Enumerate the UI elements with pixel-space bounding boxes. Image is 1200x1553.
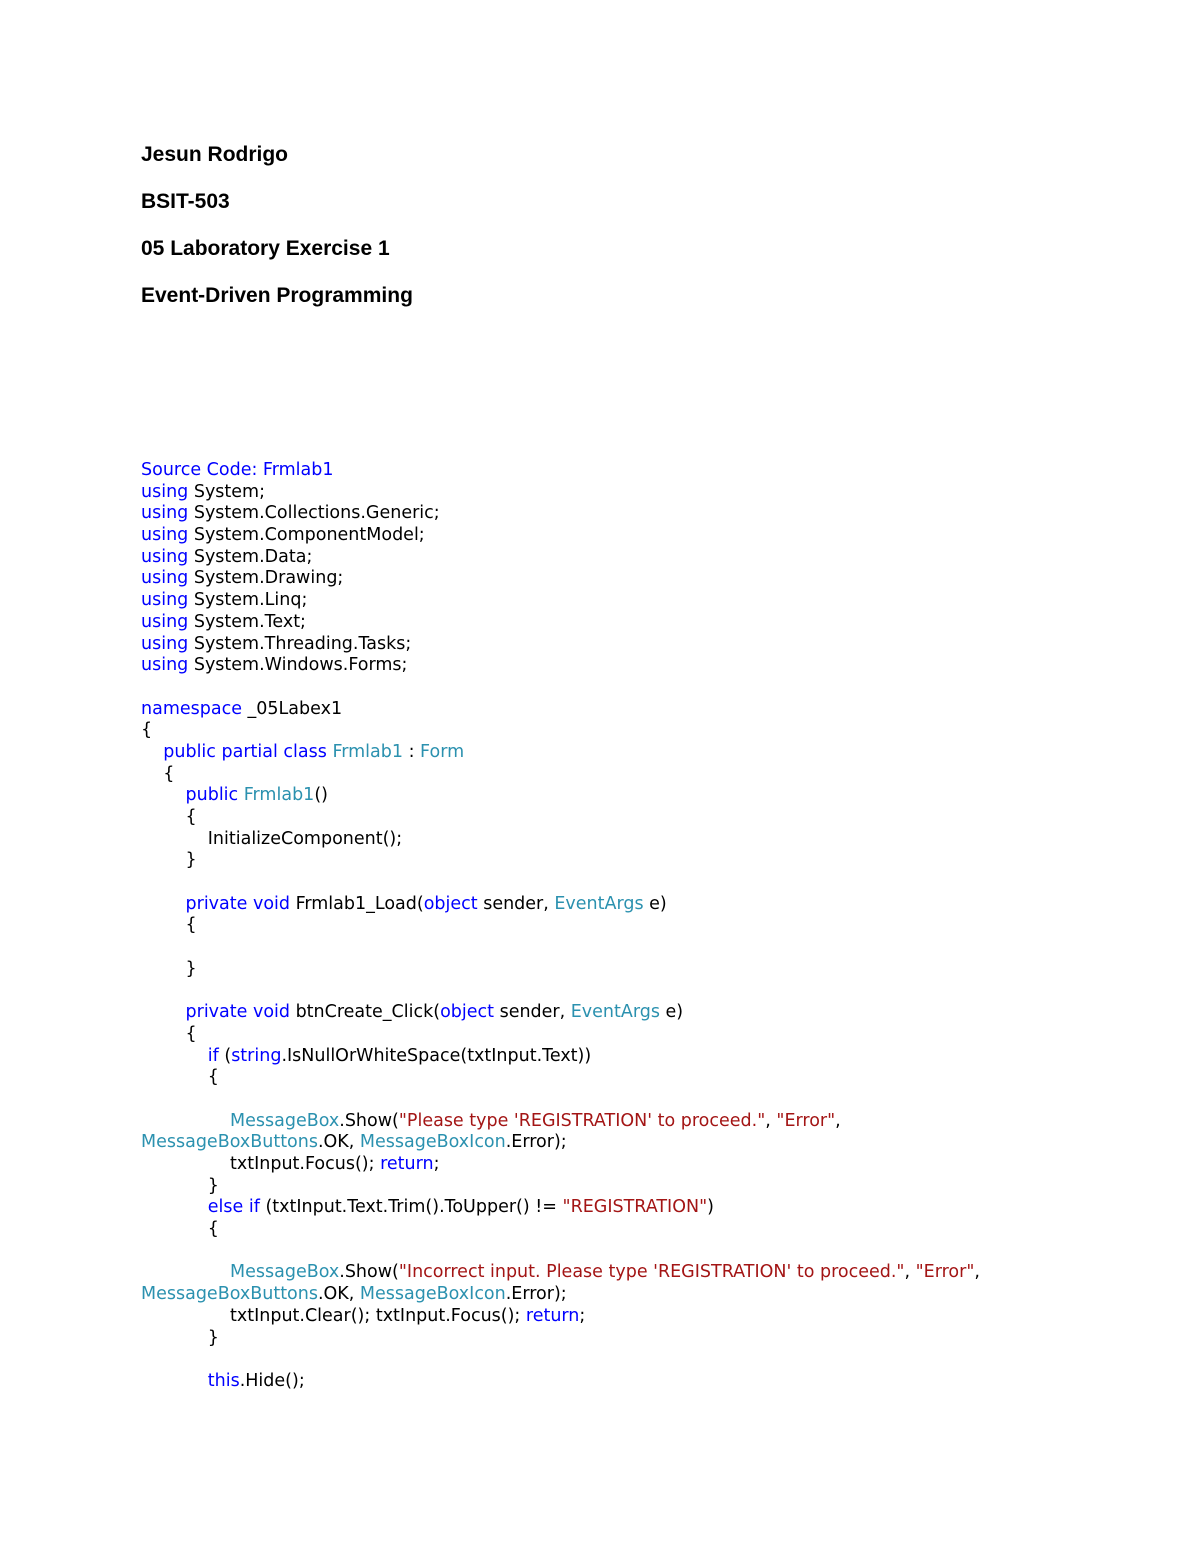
code-type-name: MessageBox bbox=[230, 1110, 340, 1131]
code-text: System; bbox=[188, 481, 265, 502]
code-text: Frmlab1_Load( bbox=[290, 893, 424, 914]
code-keyword: using bbox=[141, 568, 189, 589]
code-text: .IsNullOrWhiteSpace(txtInput.Text)) bbox=[281, 1045, 592, 1066]
code-line bbox=[141, 1306, 1181, 1328]
code-keyword: partial bbox=[221, 741, 278, 762]
student-section: BSIT-503 bbox=[141, 190, 230, 213]
code-keyword: if bbox=[207, 1045, 219, 1066]
code-text bbox=[141, 1197, 208, 1217]
code-keyword: this bbox=[207, 1370, 240, 1391]
code-text: .Error); bbox=[505, 1284, 567, 1305]
code-line bbox=[141, 1046, 1181, 1068]
code-line bbox=[141, 1219, 1181, 1241]
code-line bbox=[141, 1132, 1181, 1154]
code-line bbox=[141, 1067, 1181, 1089]
code-line bbox=[141, 915, 1181, 937]
code-text: () bbox=[314, 785, 328, 806]
code-text bbox=[141, 785, 186, 805]
code-keyword: object bbox=[423, 893, 478, 914]
code-type-name: MessageBoxIcon bbox=[359, 1132, 506, 1153]
code-text: } bbox=[141, 1327, 219, 1348]
code-text: , bbox=[974, 1262, 980, 1283]
code-string-literal: "Please type 'REGISTRATION' to proceed." bbox=[398, 1110, 766, 1131]
code-keyword: else bbox=[207, 1197, 244, 1218]
code-text: ) bbox=[707, 1197, 714, 1218]
code-text: txtInput.Clear(); txtInput.Focus(); bbox=[141, 1305, 526, 1326]
code-string-literal: "Error" bbox=[776, 1110, 836, 1131]
code-text: (txtInput.Text.Trim().ToUpper() != bbox=[259, 1197, 563, 1218]
code-text: { bbox=[141, 1023, 197, 1044]
code-text: .Error); bbox=[505, 1132, 567, 1153]
code-line bbox=[141, 1371, 1181, 1393]
code-line bbox=[141, 677, 1181, 699]
code-line bbox=[141, 1176, 1181, 1198]
code-type-name: Frmlab1 bbox=[243, 785, 315, 806]
code-keyword: void bbox=[252, 1002, 291, 1023]
code-text: , bbox=[765, 1110, 777, 1131]
source-code-label: Source Code: Frmlab1 bbox=[141, 460, 334, 480]
code-type-name: MessageBox bbox=[230, 1262, 340, 1283]
code-text bbox=[141, 742, 163, 762]
document-header bbox=[141, 140, 1041, 328]
code-line bbox=[141, 872, 1181, 894]
code-text: } bbox=[141, 850, 197, 871]
code-text: { bbox=[141, 1219, 219, 1240]
code-keyword: return bbox=[525, 1305, 580, 1326]
code-string-literal: "Incorrect input. Please type 'REGISTRATION' to proceed." bbox=[398, 1262, 905, 1283]
code-text: ; bbox=[579, 1305, 586, 1326]
code-type-name: EventArgs bbox=[570, 1002, 660, 1023]
code-text: System.Threading.Tasks; bbox=[188, 633, 412, 654]
code-text: ; bbox=[433, 1154, 440, 1174]
code-type-name: MessageBoxButtons bbox=[141, 1284, 318, 1305]
code-keyword: using bbox=[141, 481, 189, 502]
code-text: : bbox=[403, 741, 421, 762]
code-keyword: using bbox=[141, 503, 189, 524]
code-text: { bbox=[141, 1067, 219, 1088]
code-keyword: string bbox=[231, 1045, 282, 1066]
code-text: btnCreate_Click( bbox=[290, 1002, 441, 1023]
code-line bbox=[141, 959, 1181, 981]
code-text: , bbox=[835, 1110, 841, 1131]
code-text: System.Windows.Forms; bbox=[188, 655, 408, 676]
code-text: System.Text; bbox=[188, 611, 306, 632]
code-text: sender, bbox=[494, 1002, 571, 1023]
code-line bbox=[141, 850, 1181, 872]
code-line bbox=[141, 742, 1181, 764]
code-text bbox=[141, 1262, 230, 1282]
code-line bbox=[141, 547, 1181, 569]
code-line bbox=[141, 612, 1181, 634]
code-text: { bbox=[141, 763, 175, 784]
code-keyword: using bbox=[141, 633, 189, 654]
code-line bbox=[141, 525, 1181, 547]
code-line bbox=[141, 1154, 1181, 1176]
code-line bbox=[141, 482, 1181, 504]
code-keyword: namespace bbox=[141, 698, 242, 719]
code-keyword: return bbox=[380, 1154, 434, 1174]
code-line bbox=[141, 1089, 1181, 1111]
code-text: e) bbox=[643, 893, 667, 914]
code-string-literal: "REGISTRATION" bbox=[562, 1197, 708, 1218]
code-keyword: using bbox=[141, 546, 189, 567]
code-line bbox=[141, 634, 1181, 656]
code-text: .OK, bbox=[317, 1132, 360, 1153]
code-text: txtInput.Focus(); bbox=[141, 1154, 381, 1174]
code-keyword: using bbox=[141, 611, 189, 632]
code-text: } bbox=[141, 1175, 219, 1196]
code-text: sender, bbox=[477, 893, 555, 914]
code-keyword: using bbox=[141, 525, 189, 546]
code-line bbox=[141, 1111, 1181, 1133]
code-text: .Show( bbox=[339, 1262, 399, 1283]
code-type-name: Frmlab1 bbox=[332, 741, 404, 762]
code-text: e) bbox=[659, 1002, 684, 1023]
code-line bbox=[141, 1002, 1181, 1024]
code-text: _05Labex1 bbox=[241, 698, 343, 719]
code-text: } bbox=[141, 958, 197, 979]
code-keyword: public bbox=[163, 741, 216, 762]
code-line bbox=[141, 1349, 1181, 1371]
exercise-title: 05 Laboratory Exercise 1 bbox=[141, 237, 390, 260]
code-keyword: public bbox=[185, 785, 239, 806]
code-line bbox=[141, 1241, 1181, 1263]
code-text: .OK, bbox=[317, 1284, 360, 1305]
code-text: .Hide(); bbox=[239, 1370, 305, 1391]
code-line bbox=[141, 894, 1181, 916]
subject-title: Event-Driven Programming bbox=[141, 284, 413, 307]
code-text bbox=[141, 1002, 186, 1022]
code-keyword: private bbox=[185, 1002, 248, 1023]
code-text: System.ComponentModel; bbox=[188, 525, 425, 546]
code-type-name: Form bbox=[420, 741, 465, 762]
code-line bbox=[141, 1024, 1181, 1046]
code-line bbox=[141, 590, 1181, 612]
code-line bbox=[141, 1284, 1181, 1306]
code-line bbox=[141, 829, 1181, 851]
code-line bbox=[141, 1197, 1181, 1219]
code-text: InitializeComponent(); bbox=[141, 828, 403, 849]
code-line bbox=[141, 720, 1181, 742]
code-line bbox=[141, 699, 1181, 721]
code-keyword: if bbox=[248, 1197, 260, 1218]
code-text: { bbox=[141, 807, 197, 827]
code-text bbox=[141, 1046, 208, 1066]
code-text bbox=[141, 1371, 208, 1391]
code-line bbox=[141, 1262, 1181, 1284]
code-keyword: using bbox=[141, 655, 189, 676]
code-keyword: object bbox=[440, 1002, 495, 1023]
code-line bbox=[141, 568, 1181, 590]
student-name: Jesun Rodrigo bbox=[141, 143, 289, 166]
code-line bbox=[141, 981, 1181, 1003]
code-line bbox=[141, 503, 1181, 525]
code-text: { bbox=[141, 720, 153, 741]
code-text: System.Drawing; bbox=[188, 568, 344, 589]
code-text: ( bbox=[218, 1045, 232, 1066]
code-string-literal: "Error" bbox=[915, 1262, 975, 1283]
code-text: System.Collections.Generic; bbox=[188, 503, 440, 524]
code-text: { bbox=[141, 915, 197, 936]
code-keyword: class bbox=[283, 741, 327, 762]
code-text bbox=[141, 1111, 230, 1131]
code-type-name: MessageBoxIcon bbox=[359, 1284, 506, 1305]
code-keyword: void bbox=[252, 893, 291, 914]
code-line bbox=[141, 655, 1181, 677]
code-text: .Show( bbox=[339, 1110, 399, 1131]
code-line bbox=[141, 764, 1181, 786]
code-keyword: using bbox=[141, 590, 189, 611]
source-code-block bbox=[141, 460, 1181, 1393]
code-line bbox=[141, 1328, 1181, 1350]
code-type-name: MessageBoxButtons bbox=[141, 1132, 318, 1153]
code-text: System.Linq; bbox=[188, 590, 308, 611]
code-text: , bbox=[904, 1262, 916, 1283]
code-line bbox=[141, 937, 1181, 959]
code-type-name: EventArgs bbox=[554, 893, 644, 914]
code-line bbox=[141, 807, 1181, 829]
code-text bbox=[141, 894, 186, 914]
code-keyword: private bbox=[185, 893, 248, 914]
code-line bbox=[141, 785, 1181, 807]
code-text: System.Data; bbox=[188, 546, 313, 567]
